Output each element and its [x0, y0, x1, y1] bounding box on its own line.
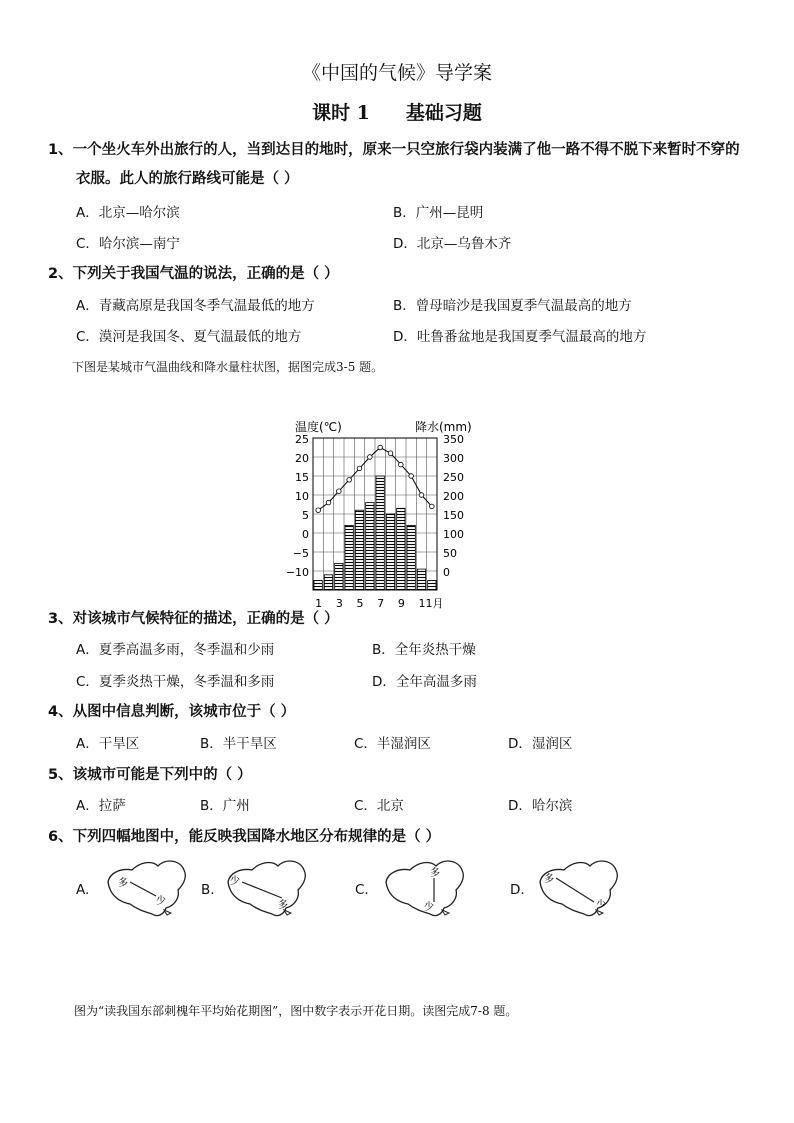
q1-option-d[interactable]: D．北京—乌鲁木齐 [393, 236, 512, 252]
left-tick-label: 15 [295, 471, 309, 484]
q3-option-b[interactable]: B．全年炎热干燥 [372, 642, 476, 658]
q2-option-c[interactable]: C．漠河是我国冬、夏气温最低的地方 [76, 329, 302, 345]
right-tick-label: 300 [443, 452, 464, 465]
q6-option-d[interactable]: D. [510, 882, 525, 898]
precip-bar [314, 581, 322, 591]
x-tick-label: 7 [377, 597, 385, 610]
right-tick-label: 250 [443, 471, 464, 484]
precip-bar [417, 569, 425, 590]
q3-option-d[interactable]: D．全年高温多雨 [372, 674, 477, 690]
q5-option-d[interactable]: D．哈尔滨 [508, 798, 573, 814]
q1-option-b[interactable]: B．广州—昆明 [393, 205, 484, 221]
q5-option-a[interactable]: A．拉萨 [76, 798, 126, 814]
hainan-outline-c [442, 910, 449, 915]
precip-bar [324, 575, 332, 590]
left-tick-label: −10 [285, 566, 309, 579]
map-a-label-2: 少 [156, 896, 166, 907]
question-1-stem: 1、一个坐火车外出旅行的人，当到达目的地时，原来一只空旅行袋内装满了他一路不得不脱下来暂时不穿的 [48, 142, 740, 158]
right-tick-label: 50 [443, 547, 457, 560]
china-map-a[interactable] [102, 852, 192, 922]
temperature-point [399, 462, 404, 467]
q2-option-d[interactable]: D．吐鲁番盆地是我国夏季气温最高的地方 [393, 329, 647, 345]
q1-option-c[interactable]: C．哈尔滨—南宁 [76, 236, 180, 252]
right-tick-label: 100 [443, 528, 464, 541]
question-6-stem: 6、下列四幅地图中，能反映我国降水地区分布规律的是（ ） [48, 829, 441, 845]
map-a-label-1: 多 [118, 878, 128, 889]
q6-option-c[interactable]: C. [355, 882, 369, 898]
x-tick-label: 1 [315, 597, 323, 610]
bottom-instruction-note: 图为“读我国东部刺槐年平均始花期图”，图中数字表示开花日期。读图完成7-8 题。 [74, 1004, 518, 1018]
gradient-arrow-b [242, 882, 282, 898]
hainan-outline-a [164, 910, 171, 915]
precip-bar [376, 476, 384, 590]
q4-option-d[interactable]: D．湿润区 [508, 736, 573, 752]
q2-option-a[interactable]: A．青藏高原是我国冬季气温最低的地方 [76, 298, 315, 314]
temperature-point [316, 508, 321, 513]
page-title: 《中国的气候》导学案 [301, 62, 492, 84]
precip-bar [355, 510, 363, 590]
left-axis-label: 温度(℃) [295, 420, 342, 434]
map-c-label-2: 少 [424, 902, 434, 913]
climate-chart [285, 414, 475, 614]
chart-instruction-note: 下图是某城市气温曲线和降水量柱状图，据图完成3-5 题。 [72, 360, 384, 374]
q5-option-c[interactable]: C．北京 [354, 798, 404, 814]
topic-label: 基础习题 [405, 102, 482, 124]
map-b-label-2: 多 [278, 900, 288, 911]
left-tick-label: 10 [295, 490, 309, 503]
left-tick-label: 20 [295, 452, 309, 465]
question-2-stem: 2、下列关于我国气温的说法，正确的是（ ） [48, 266, 339, 282]
q6-option-b[interactable]: B. [201, 882, 215, 898]
x-tick-label: 9 [397, 597, 405, 610]
precip-bar [345, 525, 353, 590]
right-axis-label: 降水(mm) [415, 420, 472, 434]
q4-option-c[interactable]: C．半湿润区 [354, 736, 431, 752]
temperature-point [388, 451, 393, 456]
left-tick-label: −5 [292, 547, 309, 560]
temperature-point [419, 493, 424, 498]
page-subtitle [0, 98, 794, 125]
question-3-stem: 3、对该城市气候特征的描述，正确的是（ ） [48, 611, 339, 627]
question-5-stem: 5、该城市可能是下列中的（ ） [48, 767, 252, 783]
left-tick-label: 25 [295, 433, 309, 446]
left-tick-label: 5 [302, 509, 309, 522]
q6-option-a[interactable]: A. [76, 882, 90, 898]
precip-bar [335, 563, 343, 590]
q4-option-b[interactable]: B．半干旱区 [200, 736, 277, 752]
map-d-label-2: 少 [596, 900, 606, 911]
right-tick-label: 150 [443, 509, 464, 522]
q2-option-b[interactable]: B．曾母暗沙是我国夏季气温最高的地方 [393, 298, 632, 314]
temperature-point [430, 504, 435, 509]
q3-option-c[interactable]: C．夏季炎热干燥，冬季温和多雨 [76, 674, 275, 690]
gradient-arrow-d [556, 878, 594, 902]
right-tick-label: 200 [443, 490, 464, 503]
lesson-label: 课时 1 [312, 102, 370, 124]
temperature-point [378, 445, 383, 450]
china-map-c[interactable] [380, 852, 470, 922]
map-b-label-1: 少 [230, 876, 240, 887]
precip-bar [386, 514, 394, 590]
q3-option-a[interactable]: A．夏季高温多雨，冬季温和少雨 [76, 642, 275, 658]
question-1-stem-cont: 衣服。此人的旅行路线可能是（ ） [76, 171, 299, 187]
x-tick-label: 3 [335, 597, 343, 610]
map-d-label-1: 多 [544, 874, 554, 885]
temperature-point [347, 478, 352, 483]
precip-bar [397, 508, 405, 590]
x-tick-label: 5 [356, 597, 364, 610]
left-tick-label: 0 [302, 528, 309, 541]
temperature-point [368, 455, 373, 460]
right-tick-label: 0 [443, 566, 450, 579]
q1-option-a[interactable]: A．北京—哈尔滨 [76, 205, 180, 221]
right-tick-label: 350 [443, 433, 464, 446]
precip-bar [366, 503, 374, 590]
map-c-label-1: 多 [430, 868, 440, 879]
gradient-arrow-a [130, 882, 156, 896]
question-4-stem: 4、从图中信息判断，该城市位于（ ） [48, 704, 296, 720]
china-map-d[interactable] [534, 852, 624, 922]
china-map-b[interactable] [222, 852, 312, 922]
precip-bar [428, 581, 436, 591]
temperature-point [337, 489, 342, 494]
china-outline-b [228, 861, 305, 916]
precip-bar [407, 525, 415, 590]
q4-option-a[interactable]: A．干旱区 [76, 736, 140, 752]
temperature-point [326, 500, 331, 505]
temperature-point [357, 466, 362, 471]
q5-option-b[interactable]: B．广州 [200, 798, 250, 814]
x-tick-label: 11月 [418, 597, 444, 610]
temperature-point [409, 474, 414, 479]
